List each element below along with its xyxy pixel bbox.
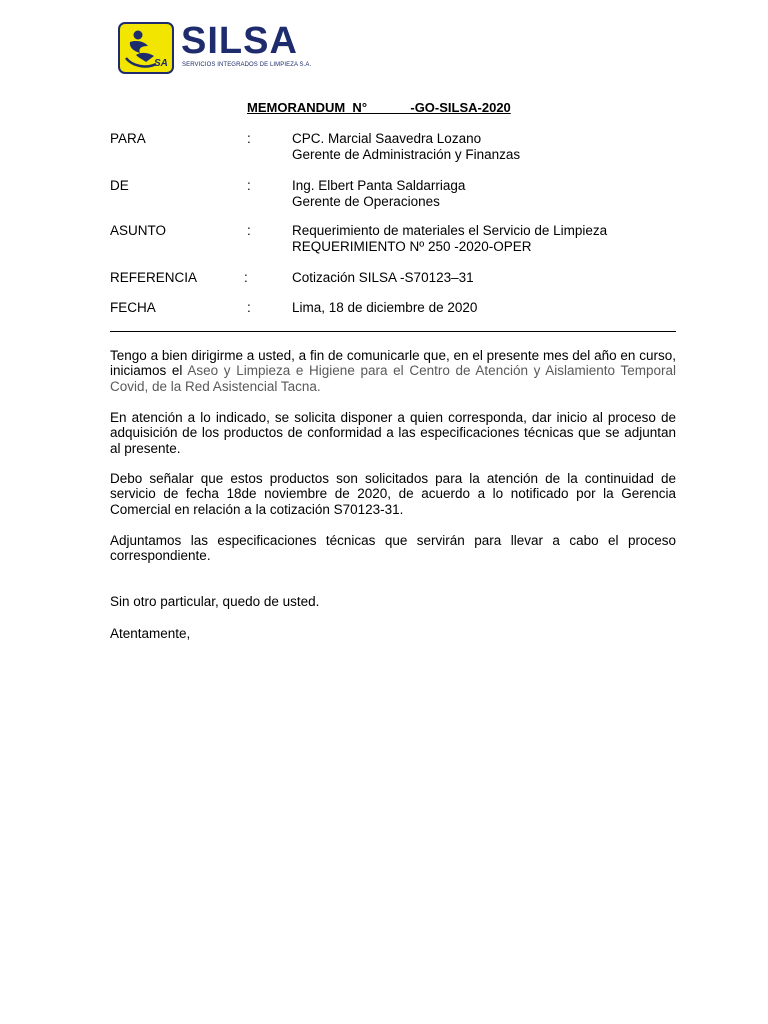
field-value-referencia: Cotización SILSA -S70123–31 <box>292 270 474 285</box>
field-value-asunto <box>292 223 607 254</box>
asunto-subject: Requerimiento de materiales el Servicio de Limpieza <box>292 223 608 238</box>
de-position: Gerente de Operaciones <box>292 193 440 209</box>
field-colon: : <box>247 223 251 238</box>
para-position: Gerente de Administración y Finanzas <box>292 146 521 162</box>
logo-tagline: SERVICIOS INTEGRADOS DE LIMPIEZA S.A. <box>182 62 312 68</box>
paragraph-intro <box>110 348 676 394</box>
para-name: CPC. Marcial Saavedra Lozano <box>292 131 482 146</box>
field-colon: : <box>244 270 248 285</box>
field-label-referencia: REFERENCIA <box>110 270 198 285</box>
field-colon: : <box>247 300 251 315</box>
asunto-requirement: REQUERIMIENTO Nº 250 -2020-OPER <box>292 238 532 254</box>
de-name: Ing. Elbert Panta Saldarriaga <box>292 178 466 193</box>
header-divider <box>110 331 676 332</box>
memo-title: MEMORANDUM N° -GO-SILSA-2020 <box>247 100 511 115</box>
company-logo <box>118 22 328 76</box>
field-label-de: DE <box>110 178 129 193</box>
paragraph-intro-text: Tengo a bien dirigirme a usted, a fin de comunicarle que, en el presente mes del año en curso, iniciamos el <box>110 348 676 379</box>
paragraph-continuity: Debo señalar que estos productos son solicitados para la atención de la continuidad de servicio de fecha 18de noviembre de 2020, de acuerdo a lo notificado por la Gerencia Comercial en relación a la cotización S70123-31. <box>110 471 676 517</box>
field-value-para <box>292 131 520 162</box>
field-colon: : <box>247 131 251 146</box>
paragraph-request: En atención a lo indicado, se solicita disponer a quien corresponda, dar inicio al proceso de adquisición de los productos de conformidad a las especificaciones técnicas que se adjuntan al presente. <box>110 410 676 456</box>
silsa-logo-mark <box>118 22 174 74</box>
paragraph-intro-service: Aseo y Limpieza e Higiene para el Centro de Atención y Aislamiento Temporal Covid, de la Red Asistencial Tacna. <box>110 363 676 394</box>
field-value-fecha: Lima, 18 de diciembre de 2020 <box>292 300 478 315</box>
closing-line: Sin otro particular, quedo de usted. <box>110 594 320 609</box>
field-label-fecha: FECHA <box>110 300 156 315</box>
field-label-para: PARA <box>110 131 146 146</box>
logo-mark-text: SA <box>154 58 168 69</box>
field-label-asunto: ASUNTO <box>110 223 167 238</box>
field-value-de <box>292 178 465 209</box>
sign-off: Atentamente, <box>110 626 191 641</box>
paragraph-attachments: Adjuntamos las especificaciones técnicas que servirán para llevar a cabo el proceso correspondiente. <box>110 533 676 564</box>
logo-wordmark: SILSA <box>181 20 298 62</box>
field-colon: : <box>247 178 251 193</box>
